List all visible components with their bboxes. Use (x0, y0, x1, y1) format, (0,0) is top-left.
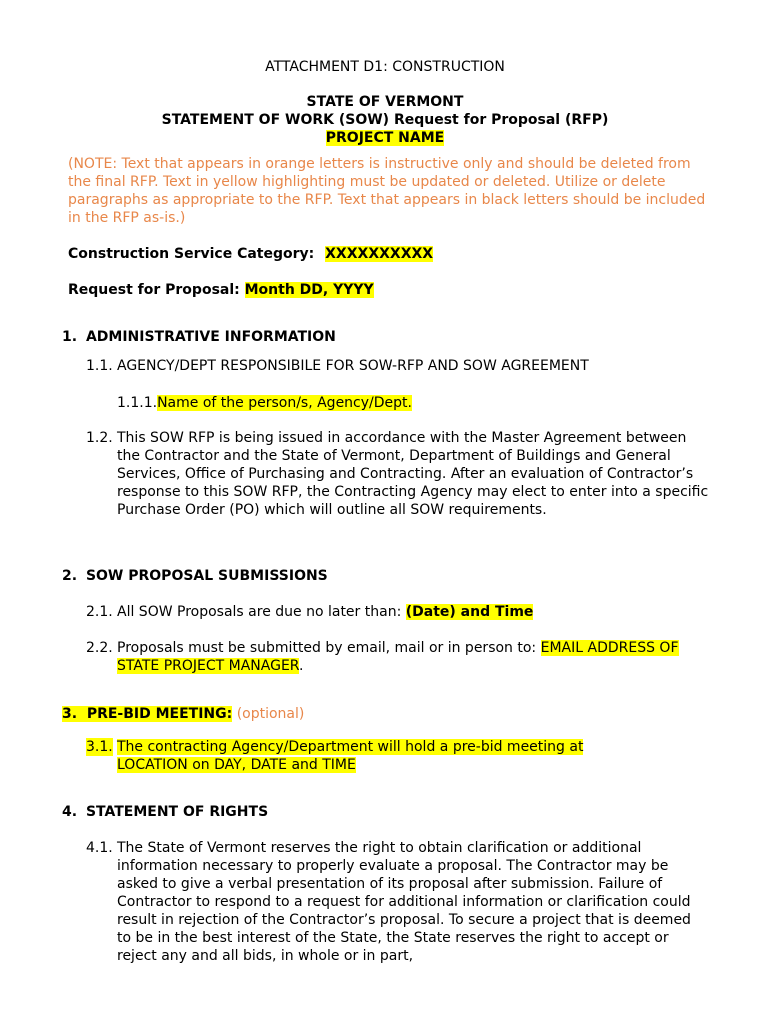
item-4-1-text: The State of Vermont reserves the right to obtain clarification or additional information necessary to properly evaluate a proposal. The Contractor may be asked to give a verbal presentation of its proposal after submission. Failure of Contractor to respond to a request for additional information or clarification could result in rejection of the Contractor’s proposal. To secure a project that is deemed to be in the best interest of the State, the State reserves the right to accept or reject any and all bids, in whole or in part, (117, 840, 691, 964)
section-3-highlight (62, 706, 232, 722)
section-title: ADMINISTRATIVE INFORMATION (85, 329, 336, 345)
state-heading: STATE OF VERMONT (306, 94, 464, 110)
attachment-heading: ATTACHMENT D1: CONSTRUCTION (265, 59, 505, 75)
item-1-1-1 (117, 394, 412, 412)
section-title: STATEMENT OF RIGHTS (85, 804, 269, 820)
category-value: XXXXXXXXXX (325, 246, 434, 262)
item-2-2-number: 2.2. (86, 640, 113, 656)
section-title: SOW PROPOSAL SUBMISSIONS (85, 568, 328, 584)
section-number: 1. (62, 329, 78, 345)
submission-address-value: EMAIL ADDRESS OF STATE PROJECT MANAGER (117, 640, 679, 674)
item-1-1-number: 1.1. (86, 358, 113, 374)
item-2-1-text: All SOW Proposals are due no later than: (117, 604, 402, 620)
item-3-1-text: The contracting Agency/Department will hold a pre-bid meeting at LOCATION on DAY, DATE and TIME (117, 739, 584, 773)
section-3-heading (62, 705, 304, 723)
sow-title: STATEMENT OF WORK (SOW) Request for Proposal (RFP) (161, 112, 609, 128)
due-date-value: (Date) and Time (405, 604, 534, 620)
rfp-date-line (68, 281, 374, 299)
item-1-1-text: AGENCY/DEPT RESPONSIBILE FOR SOW-RFP AND SOW AGREEMENT (117, 358, 589, 374)
section-title: PRE-BID MEETING: (86, 706, 233, 722)
instruction-note: (NOTE: Text that appears in orange letters is instructive only and should be deleted from the final RFP. Text in yellow highlighting must be updated or deleted. Utilize or delete paragraphs as appropriate to the RFP. Text that appears in black letters should be included in the RFP as-is.) (68, 156, 706, 226)
section-2-heading (62, 567, 328, 585)
item-number: 1.1.1. (117, 395, 158, 411)
rfp-date-label: Request for Proposal: (68, 282, 240, 298)
item-3-1 (117, 738, 657, 774)
category-label: Construction Service Category: (68, 246, 315, 262)
item-2-2 (117, 639, 707, 675)
item-3-1-number: 3.1. (86, 739, 113, 755)
rfp-date-value: Month DD, YYYY (244, 282, 374, 298)
item-2-1 (117, 603, 533, 621)
section-number: 4. (62, 804, 78, 820)
item-1-2-number: 1.2. (86, 430, 113, 446)
item-2-1-number: 2.1. (86, 604, 113, 620)
category-line (68, 245, 433, 263)
item-2-2-text: Proposals must be submitted by email, mail or in person to: (117, 640, 537, 656)
item-2-2-period: . (299, 658, 304, 674)
section-number: 3. (62, 706, 78, 722)
project-name-line (0, 129, 770, 147)
project-name: PROJECT NAME (325, 130, 445, 146)
section-number: 2. (62, 568, 78, 584)
optional-tag: (optional) (236, 706, 305, 722)
item-1-1-1-text: Name of the person/s, Agency/Dept. (157, 395, 412, 411)
item-4-1-number: 4.1. (86, 840, 113, 856)
section-1-heading (62, 328, 336, 346)
item-1-2-text: This SOW RFP is being issued in accordance with the Master Agreement between the Contractor and the State of Vermont, Department of Buildings and General Services, Office of Purchasing and Contracting. After an evaluation of Contractor’s response to this SOW RFP, the Contracting Agency may elect to enter into a specific Purchase Order (PO) which will outline all SOW requirements. (117, 430, 709, 518)
section-4-heading (62, 803, 268, 821)
